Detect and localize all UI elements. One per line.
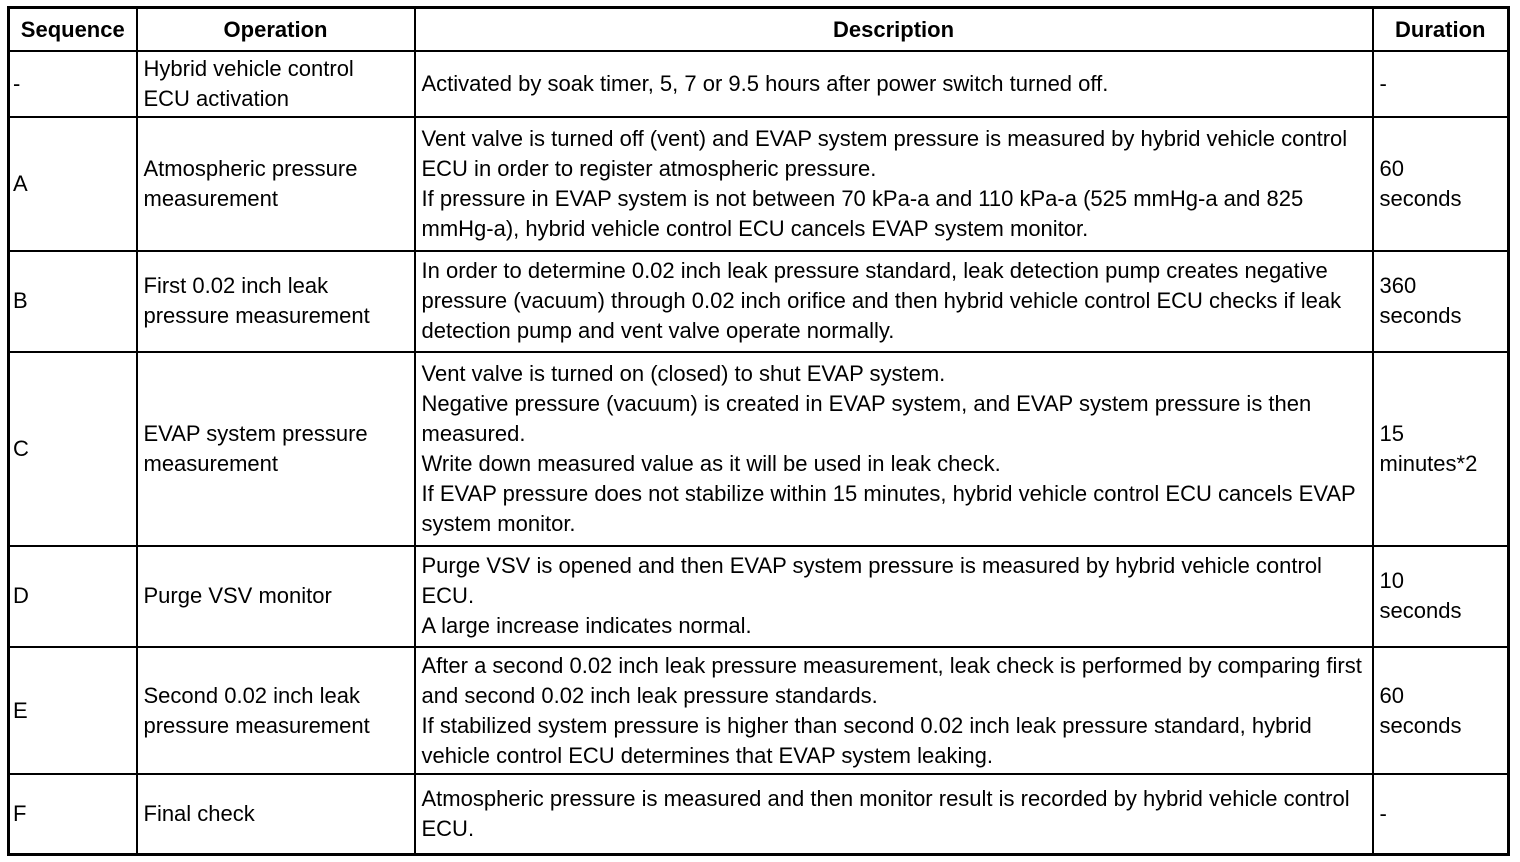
description-cell [415, 647, 1373, 774]
description-paragraph: After a second 0.02 inch leak pressure measurement, leak check is performed by comparing first and second 0.02 inch leak pressure standards. [421, 652, 1362, 708]
header-operation: Operation [137, 8, 415, 52]
duration-line: 360 [1379, 273, 1417, 299]
description-cell [415, 774, 1373, 854]
sequence-cell: E [9, 647, 137, 774]
description-paragraph: Activated by soak timer, 5, 7 or 9.5 hours after power switch turned off. [421, 71, 1109, 97]
duration-line: - [1379, 801, 1387, 827]
description-cell [415, 51, 1373, 117]
table-row [9, 51, 1509, 117]
description-paragraph: If EVAP pressure does not stabilize within 15 minutes, hybrid vehicle control ECU cancels EVAP system monitor. [421, 480, 1356, 536]
duration-cell [1373, 774, 1509, 854]
description-paragraph: Write down measured value as it will be used in leak check. [421, 450, 1001, 476]
header-sequence: Sequence [9, 8, 137, 52]
operation-line: Final check [143, 801, 255, 827]
description-paragraph: Atmospheric pressure is measured and then monitor result is recorded by hybrid vehicle control ECU. [421, 786, 1350, 842]
operation-cell [137, 774, 415, 854]
description-cell [415, 251, 1373, 352]
duration-line: 60 [1379, 155, 1404, 181]
description-paragraph: A large increase indicates normal. [421, 613, 752, 639]
operation-line: ECU activation [143, 86, 290, 112]
operation-cell [137, 51, 415, 117]
evap-monitor-sequence-table [7, 6, 1510, 856]
table-row [9, 117, 1509, 250]
operation-cell [137, 647, 415, 774]
operation-cell [137, 251, 415, 352]
operation-line: Atmospheric pressure [143, 155, 358, 181]
duration-cell [1373, 117, 1509, 250]
table-row [9, 251, 1509, 352]
table-row [9, 546, 1509, 647]
operation-line: Hybrid vehicle control [143, 56, 354, 82]
operation-cell [137, 352, 415, 546]
description-cell [415, 352, 1373, 546]
duration-cell [1373, 352, 1509, 546]
sequence-cell: A [9, 117, 137, 250]
duration-line: 15 [1379, 420, 1404, 446]
duration-line: seconds [1379, 598, 1462, 624]
description-paragraph: If pressure in EVAP system is not between 70 kPa-a and 110 kPa-a (525 mmHg-a and 825 mmHg-a), hybrid vehicle control ECU cancels EVAP system monitor. [421, 185, 1304, 241]
sequence-cell: C [9, 352, 137, 546]
description-paragraph: Vent valve is turned off (vent) and EVAP system pressure is measured by hybrid vehicle control ECU in order to register atmospheric pressure. [421, 125, 1348, 181]
duration-cell [1373, 647, 1509, 774]
duration-cell [1373, 51, 1509, 117]
operation-line: EVAP system pressure [143, 420, 368, 446]
table-row [9, 352, 1509, 546]
header-description: Description [415, 8, 1373, 52]
description-paragraph: If stabilized system pressure is higher than second 0.02 inch leak pressure standard, hybrid vehicle control ECU determines that EVAP system leaking. [421, 712, 1312, 768]
operation-line: pressure measurement [143, 712, 370, 738]
operation-cell [137, 117, 415, 250]
description-cell [415, 117, 1373, 250]
duration-line: seconds [1379, 185, 1462, 211]
operation-line: Purge VSV monitor [143, 583, 332, 609]
duration-line: seconds [1379, 712, 1462, 738]
description-paragraph: Negative pressure (vacuum) is created in EVAP system, and EVAP system pressure is then measured. [421, 390, 1312, 446]
description-paragraph: Vent valve is turned on (closed) to shut EVAP system. [421, 360, 946, 386]
duration-line: minutes*2 [1379, 450, 1478, 476]
operation-line: First 0.02 inch leak [143, 273, 329, 299]
header-row [9, 8, 1509, 52]
header-duration: Duration [1373, 8, 1509, 52]
description-paragraph: Purge VSV is opened and then EVAP system pressure is measured by hybrid vehicle control ECU. [421, 553, 1322, 609]
duration-line: 10 [1379, 568, 1404, 594]
duration-cell [1373, 251, 1509, 352]
table-row [9, 774, 1509, 854]
description-cell [415, 546, 1373, 647]
duration-cell [1373, 546, 1509, 647]
table-row [9, 647, 1509, 774]
operation-line: measurement [143, 185, 279, 211]
sequence-cell: B [9, 251, 137, 352]
operation-line: Second 0.02 inch leak [143, 682, 360, 708]
duration-line: 60 [1379, 682, 1404, 708]
description-paragraph: In order to determine 0.02 inch leak pressure standard, leak detection pump creates negative pressure (vacuum) through 0.02 inch orifice and then hybrid vehicle control ECU checks if leak detection pump and vent valve operate normally. [421, 258, 1342, 344]
duration-line: - [1379, 71, 1387, 97]
sequence-cell: D [9, 546, 137, 647]
operation-cell [137, 546, 415, 647]
operation-line: pressure measurement [143, 303, 370, 329]
duration-line: seconds [1379, 303, 1462, 329]
sequence-cell: F [9, 774, 137, 854]
operation-line: measurement [143, 450, 279, 476]
sequence-cell: - [9, 51, 137, 117]
